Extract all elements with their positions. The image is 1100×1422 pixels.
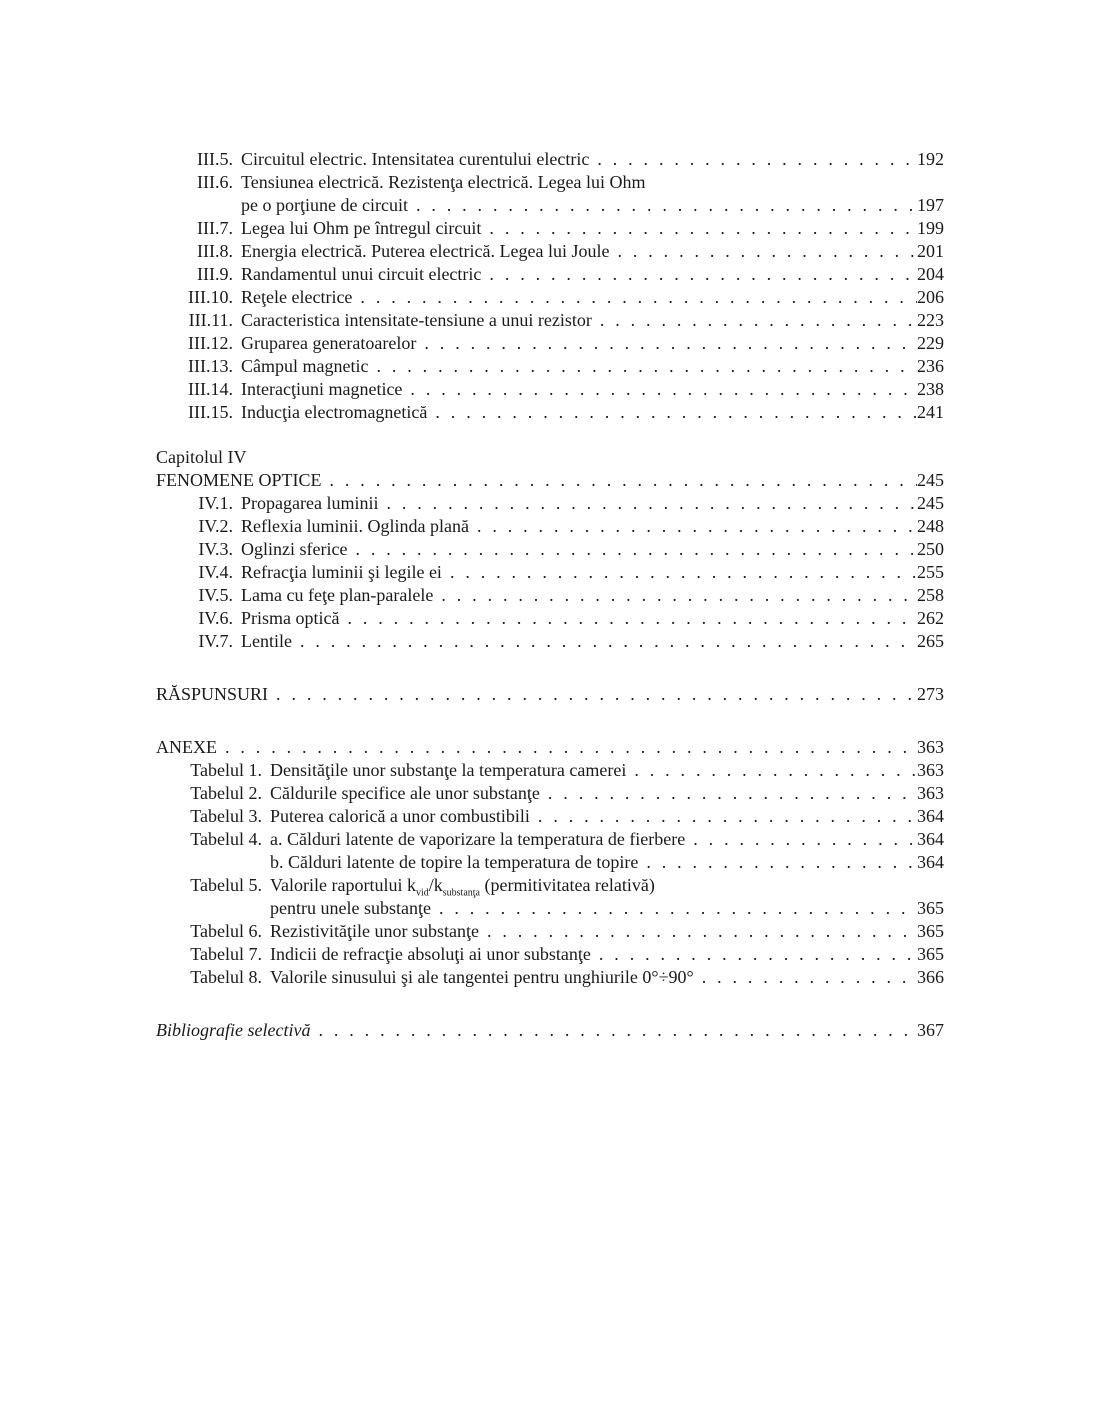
entry-page: 250 [917, 539, 944, 559]
toc-entry-iii-5 [156, 148, 944, 171]
entry-number: Tabelul 3. [190, 806, 262, 826]
leader-dots [408, 194, 917, 217]
toc-entry-iii-6-continued [156, 194, 944, 217]
toc-entry-iii-15 [156, 401, 944, 424]
entry-page: 248 [917, 516, 944, 536]
chapter-title: FENOMENE OPTICE [156, 470, 322, 490]
leader-dots [540, 782, 917, 805]
leader-dots [268, 683, 917, 706]
entry-number: IV.5. [198, 585, 233, 605]
leader-dots [530, 805, 917, 828]
entry-title: ANEXE [156, 737, 217, 757]
toc-entry-chapter-iv [156, 469, 944, 492]
entry-number: III.13. [188, 356, 233, 376]
entry-page: 364 [917, 806, 944, 826]
entry-title: Rezistivităţile unor substanţe [270, 921, 479, 941]
leader-dots [481, 263, 917, 286]
entry-title: Gruparea generatoarelor [241, 333, 417, 353]
leader-dots [347, 538, 917, 561]
entry-number: IV.3. [198, 539, 233, 559]
leader-dots [416, 332, 917, 355]
leader-dots [469, 515, 917, 538]
entry-title: Inducţia electromagnetică [241, 402, 428, 422]
chapter-label [156, 446, 944, 469]
toc-entry-iii-10 [156, 286, 944, 309]
entry-page: 366 [917, 967, 944, 987]
toc-entry-iii-7 [156, 217, 944, 240]
leader-dots [433, 584, 917, 607]
toc-entry-tabel-1 [156, 759, 944, 782]
entry-number: III.14. [188, 379, 233, 399]
entry-title: b. Călduri latente de topire la temperatura de topire [270, 852, 639, 872]
entry-title: Tensiunea electrică. Rezistenţa electrică. Legea lui Ohm [241, 172, 646, 192]
toc-entry-iii-9 [156, 263, 944, 286]
entry-title: Lentile [241, 631, 292, 651]
entry-title: Puterea calorică a unor combustibili [270, 806, 530, 826]
entry-page: 245 [917, 470, 944, 490]
entry-title: Oglinzi sferice [241, 539, 348, 559]
toc-entry-iii-11 [156, 309, 944, 332]
entry-title: Densităţile unor substanţe la temperatura camerei [270, 760, 627, 780]
entry-title: Reflexia luminii. Oglinda plană [241, 516, 469, 536]
toc-entry-raspunsuri [156, 683, 944, 706]
entry-page: 363 [917, 783, 944, 803]
entry-page: 192 [917, 149, 944, 169]
entry-page: 241 [917, 402, 944, 422]
entry-page: 238 [917, 379, 944, 399]
chapter-label-text: Capitolul IV [156, 447, 247, 467]
toc-entry-iv-3 [156, 538, 944, 561]
leader-dots [589, 148, 917, 171]
entry-title: Indicii de refracţie absoluţi ai unor substanţe [270, 944, 591, 964]
toc-entry-tabel-7 [156, 943, 944, 966]
leader-dots [431, 897, 917, 920]
entry-title: a. Călduri latente de vaporizare la temperatura de fierbere [270, 829, 686, 849]
entry-title: Caracteristica intensitate-tensiune a unui rezistor [241, 310, 592, 330]
entry-title: Reţele electrice [241, 287, 353, 307]
entry-number: IV.2. [198, 516, 233, 536]
toc-entry-iii-8 [156, 240, 944, 263]
toc-entry-iv-4 [156, 561, 944, 584]
toc-entry-iii-12 [156, 332, 944, 355]
entry-title-continued: pe o porţiune de circuit [241, 195, 408, 215]
entry-page: 223 [917, 310, 944, 330]
entry-number: IV.6. [198, 608, 233, 628]
toc-entry-tabel-8 [156, 966, 944, 989]
entry-page: 365 [917, 944, 944, 964]
leader-dots [442, 561, 917, 584]
entry-page: 273 [917, 684, 944, 704]
entry-title: RĂSPUNSURI [156, 684, 269, 704]
toc-entry-iv-7 [156, 630, 944, 653]
entry-number: III.8. [197, 241, 233, 261]
entry-page: 204 [917, 264, 944, 284]
entry-page: 364 [917, 829, 944, 849]
toc-entry-tabel-5-continued [156, 897, 944, 920]
leader-dots [402, 378, 917, 401]
entry-number: Tabelul 8. [190, 967, 262, 987]
toc-entry-iv-1 [156, 492, 944, 515]
entry-title: Propagarea luminii [241, 493, 379, 513]
entry-page: 197 [917, 195, 944, 215]
entry-number: III.15. [188, 402, 233, 422]
leader-dots [427, 401, 917, 424]
entry-number: Tabelul 5. [190, 875, 262, 895]
entry-page: 365 [917, 898, 944, 918]
toc-entry-iv-2 [156, 515, 944, 538]
entry-page: 245 [917, 493, 944, 513]
entry-title: Valorile raportului $k_{vid}/k_{substanţa}$ (permitivitatea relativă) [270, 875, 655, 899]
entry-number: III.6. [197, 172, 233, 192]
toc-entry-iii-13 [156, 355, 944, 378]
leader-dots [479, 920, 917, 943]
entry-page: 255 [917, 562, 944, 582]
leader-dots [481, 217, 917, 240]
entry-page: 236 [917, 356, 944, 376]
leader-dots [310, 1019, 917, 1042]
entry-number: III.10. [188, 287, 233, 307]
entry-title: Circuitul electric. Intensitatea curentului electric [241, 149, 590, 169]
entry-page: 367 [917, 1020, 944, 1040]
toc-entry-tabel-6 [156, 920, 944, 943]
entry-number: III.11. [188, 310, 233, 330]
toc-entry-tabel-3 [156, 805, 944, 828]
leader-dots [352, 286, 917, 309]
leader-dots [694, 966, 917, 989]
toc-entry-iii-14 [156, 378, 944, 401]
toc-entry-iii-6 [156, 171, 944, 194]
leader-dots [339, 607, 917, 630]
toc-entry-iv-6 [156, 607, 944, 630]
entry-title: Refracţia luminii şi legile ei [241, 562, 442, 582]
entry-number: IV.4. [198, 562, 233, 582]
entry-number: IV.7. [198, 631, 233, 651]
toc-entry-tabel-4b [156, 851, 944, 874]
leader-dots [322, 469, 918, 492]
entry-page: 262 [917, 608, 944, 628]
entry-page: 364 [917, 852, 944, 872]
entry-title: Randamentul unui circuit electric [241, 264, 482, 284]
entry-page: 365 [917, 921, 944, 941]
leader-dots [368, 355, 917, 378]
leader-dots [378, 492, 917, 515]
entry-title: Energia electrică. Puterea electrică. Legea lui Joule [241, 241, 610, 261]
entry-title: Căldurile specifice ale unor substanţe [270, 783, 540, 803]
leader-dots [685, 828, 917, 851]
entry-number: Tabelul 4. [190, 829, 262, 849]
entry-number: Tabelul 7. [190, 944, 262, 964]
entry-number: III.9. [197, 264, 233, 284]
toc-entry-tabel-4a [156, 828, 944, 851]
entry-title: Lama cu feţe plan-paralele [241, 585, 434, 605]
leader-dots [591, 943, 917, 966]
entry-page: 199 [917, 218, 944, 238]
leader-dots [609, 240, 917, 263]
entry-page: 206 [917, 287, 944, 307]
entry-number: Tabelul 1. [190, 760, 262, 780]
leader-dots [626, 759, 917, 782]
entry-title: Câmpul magnetic [241, 356, 369, 376]
entry-title: Interacţiuni magnetice [241, 379, 403, 399]
toc-entry-tabel-5 [156, 874, 944, 897]
leader-dots [292, 630, 917, 653]
leader-dots [217, 736, 917, 759]
entry-page: 229 [917, 333, 944, 353]
toc-entry-iv-5 [156, 584, 944, 607]
entry-number: III.5. [197, 149, 233, 169]
entry-title: Prisma optică [241, 608, 340, 628]
entry-number: IV.1. [198, 493, 233, 513]
entry-number: Tabelul 6. [190, 921, 262, 941]
entry-title: Legea lui Ohm pe întregul circuit [241, 218, 482, 238]
toc-entry-tabel-2 [156, 782, 944, 805]
leader-dots [592, 309, 917, 332]
entry-number: III.12. [188, 333, 233, 353]
entry-page: 265 [917, 631, 944, 651]
entry-title: Valorile sinusului şi ale tangentei pentru unghiurile 0°÷90° [270, 967, 694, 987]
entry-page: 363 [917, 760, 944, 780]
entry-page: 363 [917, 737, 944, 757]
toc-entry-anexe [156, 736, 944, 759]
leader-dots [638, 851, 917, 874]
entry-page: 201 [917, 241, 944, 261]
toc-entry-bibliografie [156, 1019, 944, 1042]
entry-title-continued: pentru unele substanţe [270, 898, 431, 918]
table-of-contents [156, 148, 944, 1042]
entry-number: III.7. [197, 218, 233, 238]
entry-title: Bibliografie selectivă [156, 1020, 311, 1040]
entry-page: 258 [917, 585, 944, 605]
entry-number: Tabelul 2. [190, 783, 262, 803]
